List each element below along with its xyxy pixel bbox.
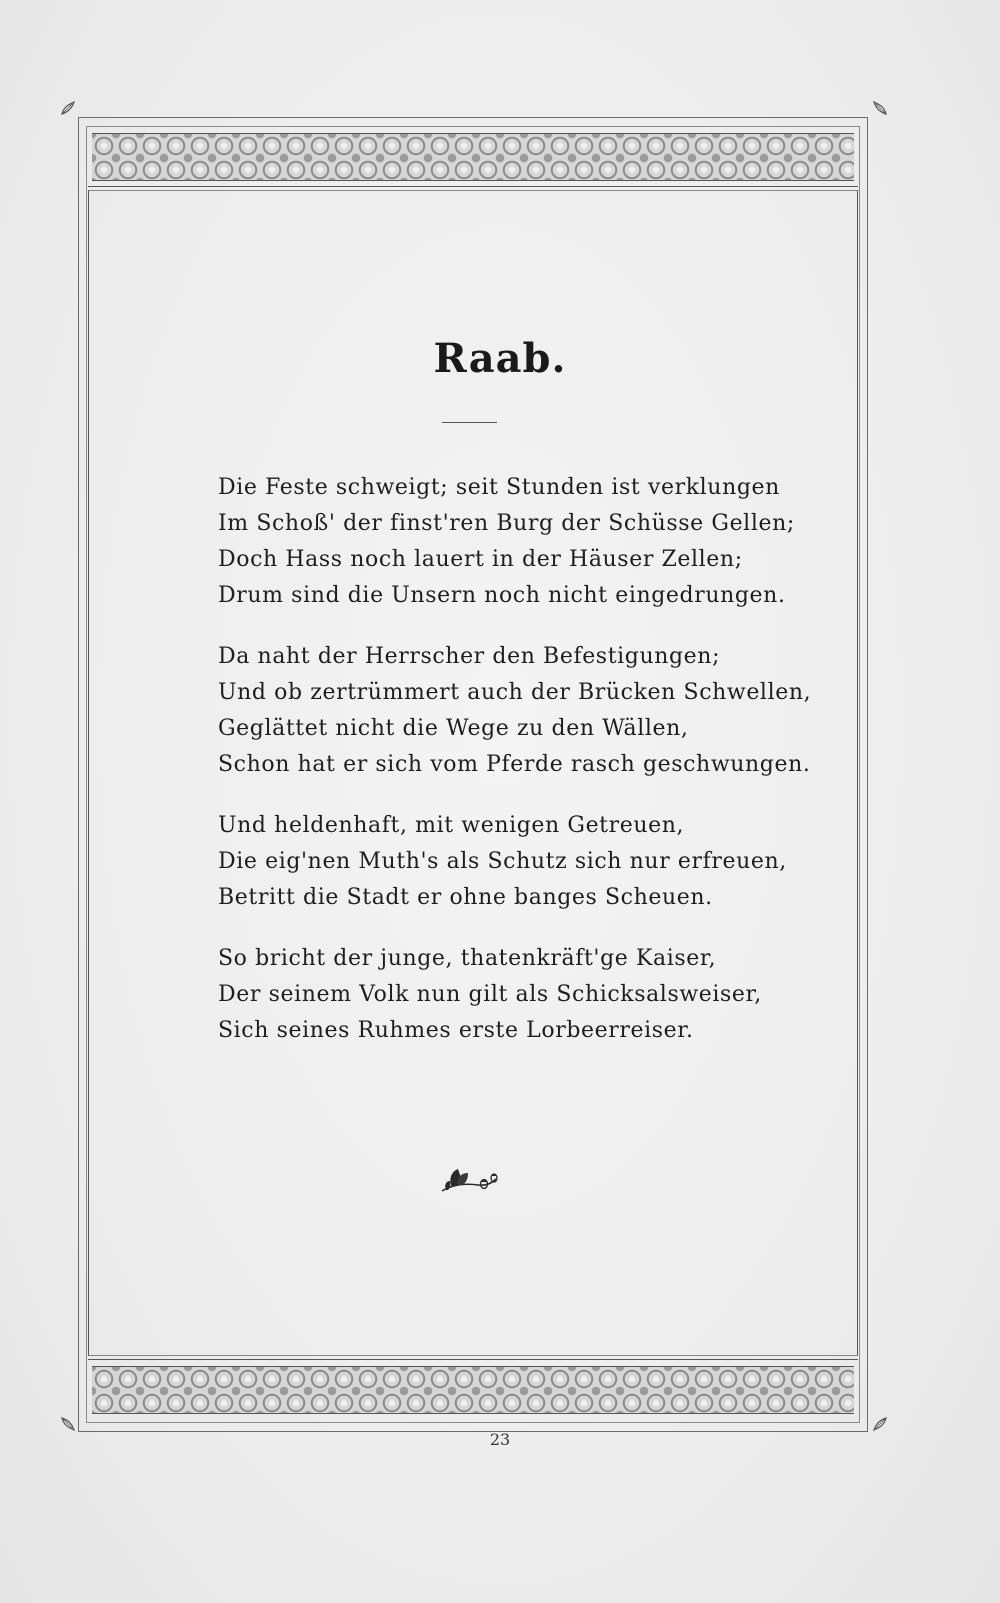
leaf-corner-icon (60, 100, 76, 116)
title-divider (442, 422, 497, 423)
poem-line: Der seinem Volk nun gilt als Schicksalsweiser, (218, 982, 762, 1007)
ornament-band-bottom (92, 1366, 854, 1414)
poem-line: Drum sind die Unsern noch nicht eingedrungen. (218, 583, 786, 608)
stanza (218, 808, 818, 916)
poem-line: Und heldenhaft, mit wenigen Getreuen, (218, 813, 685, 838)
stanza (218, 639, 818, 783)
oak-leaf-acorn-icon (438, 1165, 502, 1195)
poem-line: Schon hat er sich vom Pferde rasch geschwungen. (218, 752, 811, 777)
poem-title: Raab. (433, 335, 567, 382)
poem-line: Im Schoß' der finst'ren Burg der Schüsse Gellen; (218, 511, 795, 536)
poem-line: Geglättet nicht die Wege zu den Wällen, (218, 716, 689, 741)
poem-body (218, 470, 818, 1074)
stanza (218, 470, 818, 614)
poem-line: Und ob zertrümmert auch der Brücken Schwellen, (218, 680, 812, 705)
leaf-corner-icon (872, 100, 888, 116)
poem-line: Sich seines Ruhmes erste Lorbeerreiser. (218, 1018, 694, 1043)
poem-line: So bricht der junge, thatenkräft'ge Kaiser, (218, 946, 717, 971)
poem-line: Die Feste schweigt; seit Stunden ist verklungen (218, 475, 780, 500)
stanza (218, 941, 818, 1049)
poem-line: Betritt die Stadt er ohne banges Scheuen. (218, 885, 713, 910)
ornament-band-top (92, 133, 854, 181)
poem-line: Doch Hass noch lauert in der Häuser Zellen; (218, 547, 743, 572)
poem-line: Die eig'nen Muth's als Schutz sich nur erfreuen, (218, 849, 787, 874)
poem-line: Da naht der Herrscher den Befestigungen; (218, 644, 721, 669)
page-number: 23 (489, 1430, 511, 1449)
